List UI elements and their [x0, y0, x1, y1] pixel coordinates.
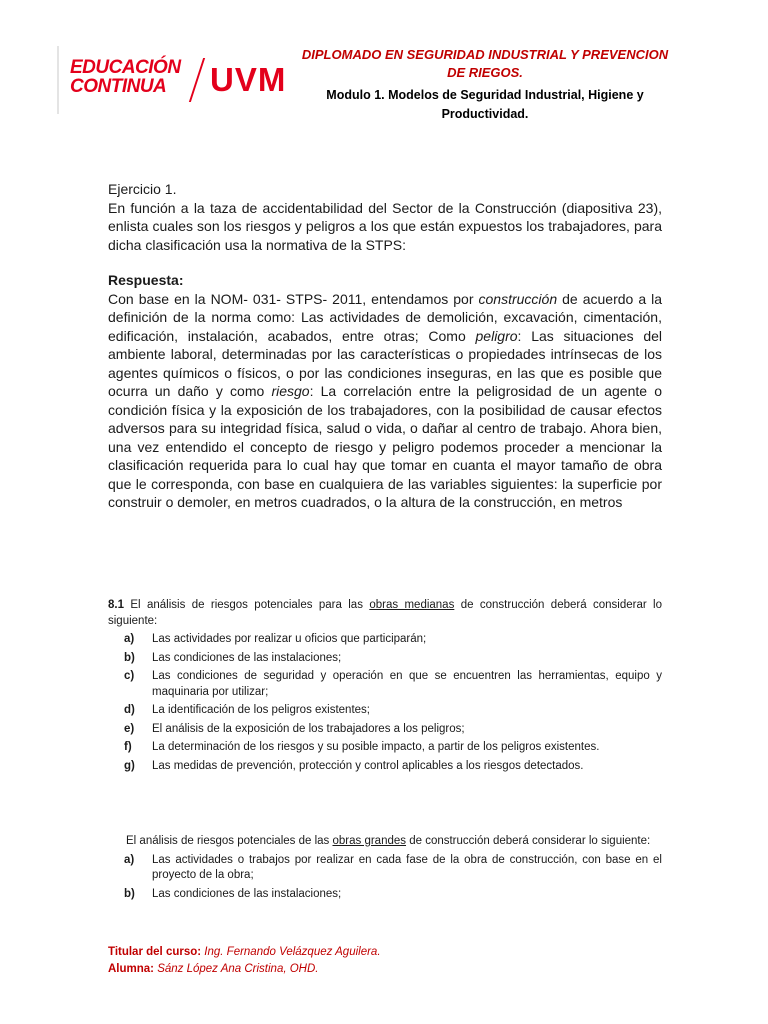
logo-slash-divider [189, 58, 205, 102]
list-item-text: Las actividades o trabajos por realizar en cada fase de la obra de construcción, con base en el proyecto de la obra; [152, 853, 662, 881]
answer-paragraph [108, 290, 662, 512]
list-item [108, 887, 662, 903]
list-item [108, 669, 662, 700]
logo-wordmark [70, 58, 181, 96]
exercise-heading-text: Ejercicio 1. [108, 181, 177, 197]
section-8-1-intro [108, 598, 662, 629]
answer-text-1: Con base en la NOM- 031- STPS- 2011, entendamos por [108, 290, 479, 307]
footer-titular [108, 944, 381, 961]
list-item-label: c) [124, 670, 135, 682]
list-item-label: a) [124, 633, 135, 645]
list-item-text: La determinación de los riesgos y su posible impacto, a partir de los peligros existentes. [152, 741, 600, 753]
answer-term-riesgo: riesgo [271, 383, 310, 399]
footer-titular-label: Titular del curso: [108, 946, 202, 958]
section-obras-grandes-intro-b: de construcción deberá considerar lo siguiente: [406, 835, 651, 847]
answer-heading [108, 271, 662, 290]
list-item-text: Las medidas de prevención, protección y control aplicables a los riesgos detectados. [152, 759, 584, 772]
exercise-heading [108, 180, 662, 199]
footer-alumna-label: Alumna: [108, 963, 154, 975]
module-title-line-1: Modulo 1. Modelos de Seguridad Industrial, Higiene y [326, 88, 644, 102]
section-8-1-list [108, 632, 662, 774]
logo-line-2: CONTINUA [70, 76, 167, 97]
list-item-text: La identificación de los peligros existentes; [152, 704, 370, 716]
exercise-body [108, 180, 662, 512]
diploma-title-line-1: DIPLOMADO EN SEGURIDAD INDUSTRIAL Y PREVENCION [301, 47, 669, 62]
list-item-label: a) [124, 853, 135, 866]
list-item-text: Las condiciones de las instalaciones; [152, 651, 342, 664]
list-item [108, 759, 662, 775]
list-item-text: Las condiciones de seguridad y operación en que se encuentren las herramientas, equipo y maquinaria por utilizar; [152, 670, 662, 698]
document-footer [108, 944, 381, 978]
module-title-line-2: Productividad. [441, 107, 529, 121]
answer-heading-colon: : [178, 272, 184, 288]
answer-term-construccion: construcción [478, 290, 558, 307]
section-8-1-intro-b: de construcción deberá considerar lo siguiente: [108, 599, 663, 627]
section-8-1-number: 8.1 [108, 599, 124, 611]
list-item-label: b) [124, 887, 135, 900]
section-8-1-intro-a: El análisis de riesgos potenciales para las [124, 599, 370, 611]
answer-text-4: : La correlación entre la peligrosidad de un agente o condición física y la exposición de los trabajadores, con la posibilidad de causar efectos adversos para su integridad física, salud o vida, o dañar al centro de trabajo. Ahora bien, una vez entendido el concepto de riesgo y peligro podemos proceder a mencionar la clasificación requerida para lo cual hay que tomar en cuanta el mayor tamaño de obra que le corresponda, con base en cualquiera de las variables siguientes: la superficie por construir o demoler, en metros cuadrados, o la altura de la construcción, en metros [108, 383, 662, 510]
exercise-prompt: En función a la taza de accidentabilidad del Sector de la Construcción (diapositiva 23), enlista cuales son los riesgos y peligros a los que están expuestos los trabajadores, para dicha clasificación usa la normativa de la STPS: [108, 199, 662, 253]
diploma-title [290, 46, 680, 82]
educacion-continua-uvm-logo [70, 57, 287, 104]
list-item [108, 703, 662, 719]
page-border-line [57, 46, 59, 114]
footer-alumna-value: Sánz López Ana Cristina, OHD. [154, 963, 319, 975]
list-item-label: f) [124, 741, 132, 753]
section-8-1 [108, 598, 662, 774]
list-item-label: b) [124, 651, 135, 664]
answer-text-2: de acuerdo a la definición de la norma como: Las actividades de demolición, excavación, cimentación, edificación, instalación, acabados, entre otras; Como [108, 290, 663, 344]
list-item-label: d) [124, 704, 135, 716]
section-obras-grandes-underlined: obras grandes [332, 835, 407, 847]
list-item-label: g) [124, 759, 135, 772]
footer-alumna [108, 961, 381, 978]
list-item [108, 740, 662, 756]
section-obras-grandes-intro-a: El análisis de riesgos potenciales de las [126, 835, 333, 847]
logo-line-1: EDUCACIÓN [70, 57, 181, 78]
section-obras-grandes-list [108, 853, 662, 903]
answer-heading-text: Respuesta [108, 272, 179, 288]
list-item-label: e) [124, 722, 135, 735]
module-title [290, 86, 680, 124]
answer-text-3: : Las situaciones del ambiente laboral, determinadas por las características o propiedades intrínsecas de los agentes químicos o físicos, o por las condiciones inseguras, en las que es posible que ocurra un daño y como [108, 327, 663, 399]
document-header [290, 46, 680, 124]
list-item [108, 651, 662, 667]
diploma-title-line-2: DE RIEGOS. [447, 65, 523, 80]
section-obras-grandes [108, 834, 662, 902]
list-item [108, 722, 662, 738]
list-item [108, 632, 662, 648]
list-item-text: Las actividades por realizar u oficios que participarán; [152, 633, 427, 645]
section-obras-grandes-intro [108, 834, 662, 850]
logo-uvm: UVM [210, 61, 287, 98]
section-8-1-obras-medianas: obras medianas [369, 599, 455, 611]
list-item [108, 853, 662, 884]
list-item-text: El análisis de la exposición de los trabajadores a los peligros; [152, 722, 465, 735]
footer-titular-value: Ing. Fernando Velázquez Aguilera. [201, 946, 381, 958]
answer-term-peligro: peligro [475, 327, 518, 344]
list-item-text: Las condiciones de las instalaciones; [152, 887, 342, 900]
